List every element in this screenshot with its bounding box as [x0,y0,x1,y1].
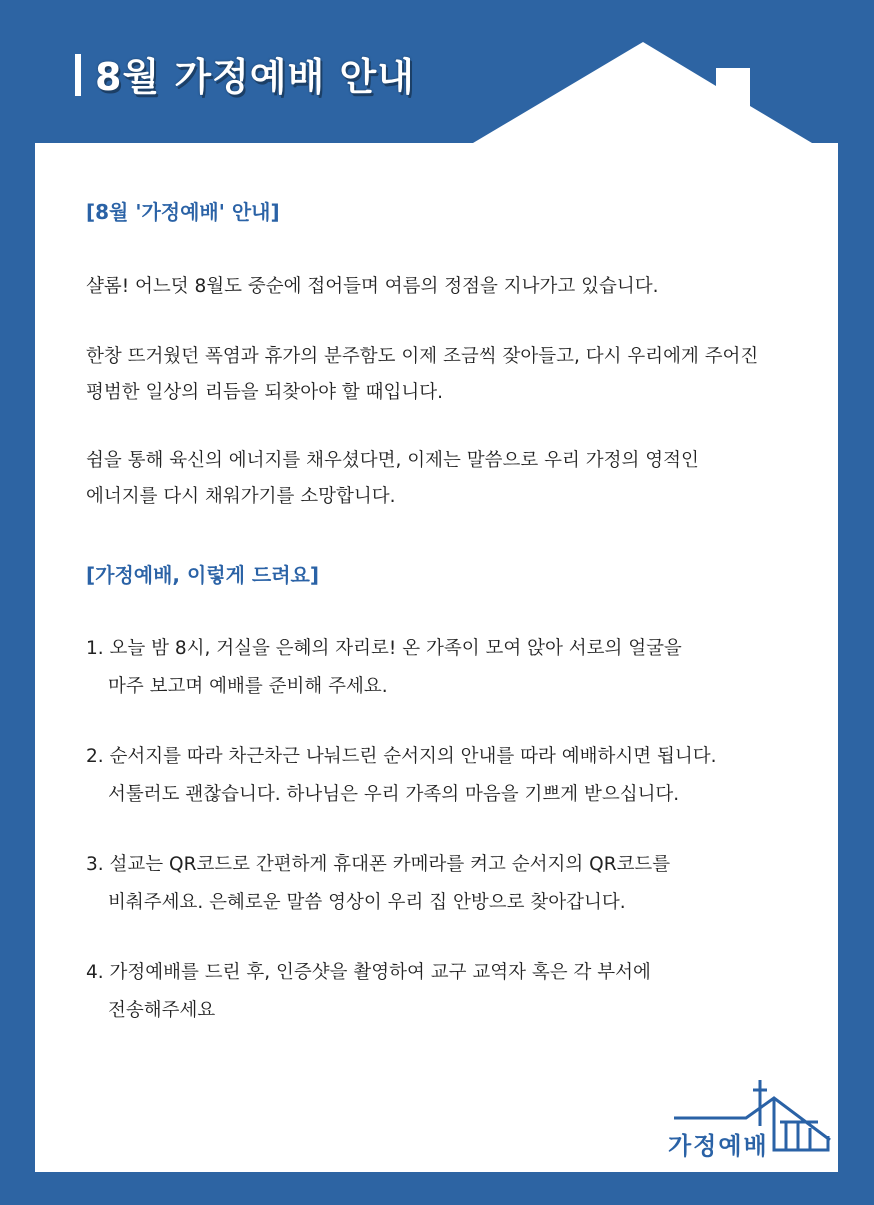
intro-line: 쉼을 통해 육신의 에너지를 채우셨다면, 이제는 말씀으로 우리 가정의 영적인 [86,450,699,471]
guide-item-line: 1. 오늘 밤 8시, 거실을 은혜의 자리로! 온 가족이 모여 앉아 서로의 얼굴을 [86,638,682,659]
page-title: 8월 가정예배 안내 [95,55,415,99]
intro-paragraph-1 [86,269,846,305]
intro-line: 에너지를 다시 채워가기를 소망합니다. [86,486,396,507]
logo-wordmark: 가정예배 [668,1132,769,1160]
title-accent-bar [75,54,81,96]
guide-item-line: 마주 보고며 예배를 준비해 주세요. [108,676,388,697]
guide-item-line: 서툴러도 괜찮습니다. 하나님은 우리 가족의 마음을 기쁘게 받으십니다. [108,784,680,805]
guide-item-line: 전송해주세요 [108,1000,216,1021]
intro-paragraph-3 [86,443,846,515]
section-heading-notice: [8월 '가정예배' 안내] [86,200,280,224]
intro-line: 샬롬! 어느덧 8월도 중순에 접어들며 여름의 정점을 지나가고 있습니다. [86,276,659,297]
guide-item-3 [86,846,846,922]
guide-item-line: 비춰주세요. 은혜로운 말씀 영상이 우리 집 안방으로 찾아갑니다. [108,892,626,913]
section-heading-guide: [가정예배, 이렇게 드려요] [86,563,320,587]
guide-item-line: 3. 설교는 QR코드로 간편하게 휴대폰 카메라를 켜고 순서지의 QR코드를 [86,854,671,875]
intro-line: 한창 뜨거웠던 폭염과 휴가의 분주함도 이제 조금씩 잦아들고, 다시 우리에게 주어진 [86,346,759,367]
guide-item-line: 2. 순서지를 따라 차근차근 나눠드린 순서지의 안내를 따라 예배하시면 됩니다. [86,746,717,767]
notice-content [86,196,846,1030]
intro-line: 평범한 일상의 리듬을 되찾아야 할 때입니다. [86,382,443,403]
guide-item-line: 4. 가정예배를 드린 후, 인증샷을 촬영하여 교구 교역자 혹은 각 부서에 [86,962,651,983]
intro-paragraph-2 [86,339,846,411]
guide-item-2 [86,738,846,814]
guide-item-1 [86,630,846,706]
guide-item-4 [86,954,846,1030]
